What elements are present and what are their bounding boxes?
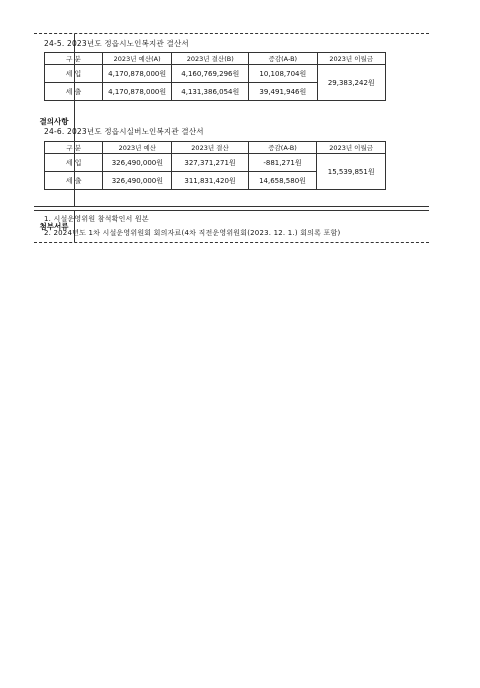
header-diff: 증감(A-B) [249, 53, 317, 65]
header-settlement: 2023년 결산(B) [172, 53, 249, 65]
row-category: 세 출 [45, 83, 103, 101]
header-category: 구 분 [45, 142, 103, 154]
header-settlement: 2023년 결산 [172, 142, 248, 154]
row-diff: 39,491,946원 [249, 83, 317, 101]
header-budget: 2023년 예산(A) [102, 53, 172, 65]
row-diff: 10,108,704원 [249, 65, 317, 83]
row-diff: -881,271원 [248, 154, 317, 172]
header-carryover: 2023년 이월금 [317, 53, 385, 65]
settlement-table-1 [44, 52, 386, 101]
carryover-value: 29,383,242원 [317, 65, 385, 101]
bottom-dashed-rule [34, 242, 429, 243]
row-category: 세 입 [45, 154, 103, 172]
row-settlement: 327,371,271원 [172, 154, 248, 172]
carryover-value: 15,539,851원 [317, 154, 386, 190]
row-settlement: 4,160,769,296원 [172, 65, 249, 83]
settlement-table-2 [44, 141, 386, 190]
resolution-label: 결의사항 [39, 117, 69, 126]
header-carryover: 2023년 이월금 [317, 142, 386, 154]
row-settlement: 311,831,420원 [172, 172, 248, 190]
row-budget: 326,490,000원 [103, 172, 172, 190]
header-diff: 증감(A-B) [248, 142, 317, 154]
row-budget: 4,170,878,000원 [102, 65, 172, 83]
row-settlement: 4,131,386,054원 [172, 83, 249, 101]
attachments-label: 첨부서류 [39, 222, 69, 231]
row-category: 세 출 [45, 172, 103, 190]
row-diff: 14,658,580원 [248, 172, 317, 190]
table-header-row [45, 142, 386, 154]
table-row [45, 65, 386, 83]
header-budget: 2023년 예산 [103, 142, 172, 154]
section-title-1: 24-5. 2023년도 정읍시노인복지관 결산서 [44, 39, 189, 48]
row-budget: 4,170,878,000원 [102, 83, 172, 101]
row-budget: 326,490,000원 [103, 154, 172, 172]
header-category: 구 분 [45, 53, 103, 65]
attachment-item: 1. 시설운영위원 참석확인서 원본 [44, 215, 149, 223]
table-header-row [45, 53, 386, 65]
attachment-item: 2. 2024년도 1차 시설운영위원회 회의자료(4차 직전운영위원회(2023. 12. 1.) 회의록 포함) [44, 229, 341, 237]
section-title-2: 24-6. 2023년도 정읍시실버노인복지관 결산서 [44, 127, 204, 136]
row-category: 세 입 [45, 65, 103, 83]
table-row [45, 154, 386, 172]
